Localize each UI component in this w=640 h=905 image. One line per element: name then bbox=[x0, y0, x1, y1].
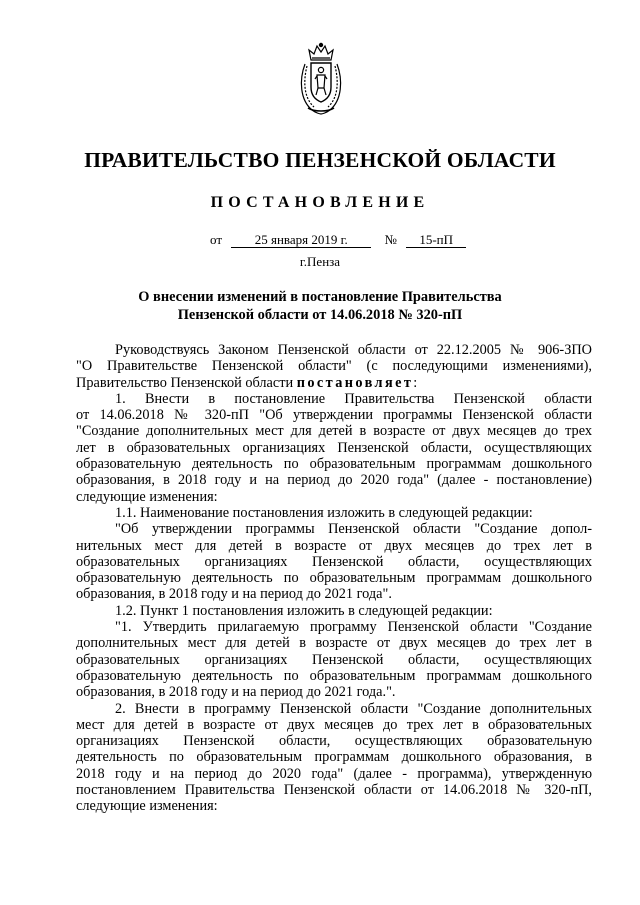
number-prefix: № bbox=[384, 232, 397, 247]
body-line: следующие изменения: bbox=[76, 488, 218, 505]
body-line: Руководствуясь Законом Пензенской области от 22.12.2005 № 906-ЗПО bbox=[115, 342, 592, 358]
body-line: 1.1. Наименование постановления изложить в следующей редакции: bbox=[115, 504, 533, 521]
body-line: 2018 году и на период до 2020 года" (далее - программа), утвержденную bbox=[76, 765, 592, 782]
body-line: 1. Внести в постановление Правительства Пензенской области bbox=[115, 390, 592, 407]
body-line: образовательную деятельность по образовательным программам дошкольного bbox=[76, 667, 592, 684]
document-number: 15-пП bbox=[406, 233, 466, 248]
body-line: следующие изменения: bbox=[76, 798, 218, 815]
body-line-punct: : bbox=[413, 374, 418, 391]
document-type: ПОСТАНОВЛЕНИЕ bbox=[210, 194, 430, 211]
document-subject bbox=[0, 288, 640, 324]
body-line: образовательную деятельность по образовательным программам дошкольного bbox=[76, 456, 592, 473]
body-line: нительных мест для детей в возрасте от двух месяцев до трех лет в bbox=[76, 537, 592, 554]
date-number-row bbox=[210, 232, 466, 248]
body-line: образовательную деятельность по образовательным программам дошкольного bbox=[76, 570, 592, 587]
body-line: 1.2. Пункт 1 постановления изложить в следующей редакции: bbox=[115, 602, 493, 619]
body-line: "Создание дополнительных мест для детей в возрасте от двух месяцев до трех bbox=[76, 423, 592, 440]
org-title: ПРАВИТЕЛЬСТВО ПЕНЗЕНСКОЙ ОБЛАСТИ bbox=[84, 148, 556, 172]
subject-line: Пензенской области от 14.06.2018 № 320-пП bbox=[177, 307, 463, 323]
body-line: лет в образовательных организациях Пензенской области, осуществляющих bbox=[76, 439, 592, 456]
document-body bbox=[76, 342, 592, 815]
document-date: 25 января 2019 г. bbox=[231, 233, 371, 248]
body-line: от 14.06.2018 № 320-пП "Об утверждении программы Пензенской области bbox=[76, 407, 592, 424]
coat-of-arms-emblem bbox=[296, 42, 346, 117]
body-line: образовательных организациях Пензенской области, осуществляющих bbox=[76, 651, 592, 668]
body-line bbox=[76, 375, 592, 391]
body-line: образовательных организациях Пензенской области, осуществляющих bbox=[76, 553, 592, 570]
body-line: образования, в 2018 году и на период до 2021 года.". bbox=[76, 684, 396, 701]
body-line: образования, в 2018 году и на период до 2020 года" (далее - постановление) bbox=[76, 472, 592, 489]
body-line-text: Правительство Пензенской области bbox=[76, 374, 294, 391]
body-line: мест для детей в возрасте от двух месяцев до трех лет в образовательных bbox=[76, 716, 592, 733]
body-line: дополнительных мест для детей в возрасте от двух месяцев до трех лет в bbox=[76, 635, 592, 652]
body-line: деятельность по образовательным программам дошкольного образования, в bbox=[76, 749, 592, 766]
city: г.Пенза bbox=[299, 254, 341, 269]
body-line: "О Правительстве Пензенской области" (с последующими изменениями), bbox=[76, 358, 592, 375]
subject-line: О внесении изменений в постановление Правительства bbox=[138, 289, 502, 305]
body-line: 2. Внести в программу Пензенской области "Создание дополнительных bbox=[115, 700, 592, 717]
body-line: образования, в 2018 году и на период до 2021 года". bbox=[76, 586, 392, 603]
resolves-word: постановляет bbox=[296, 374, 414, 391]
body-line: "Об утверждении программы Пензенской области "Создание допол- bbox=[115, 521, 592, 538]
date-prefix: от bbox=[210, 232, 223, 247]
body-line: "1. Утвердить прилагаемую программу Пензенской области "Создание bbox=[115, 619, 592, 636]
body-line: постановлением Правительства Пензенской области от 14.06.2018 № 320-пП, bbox=[76, 782, 592, 799]
body-line: организациях Пензенской области, осуществляющих образовательную bbox=[76, 733, 592, 750]
